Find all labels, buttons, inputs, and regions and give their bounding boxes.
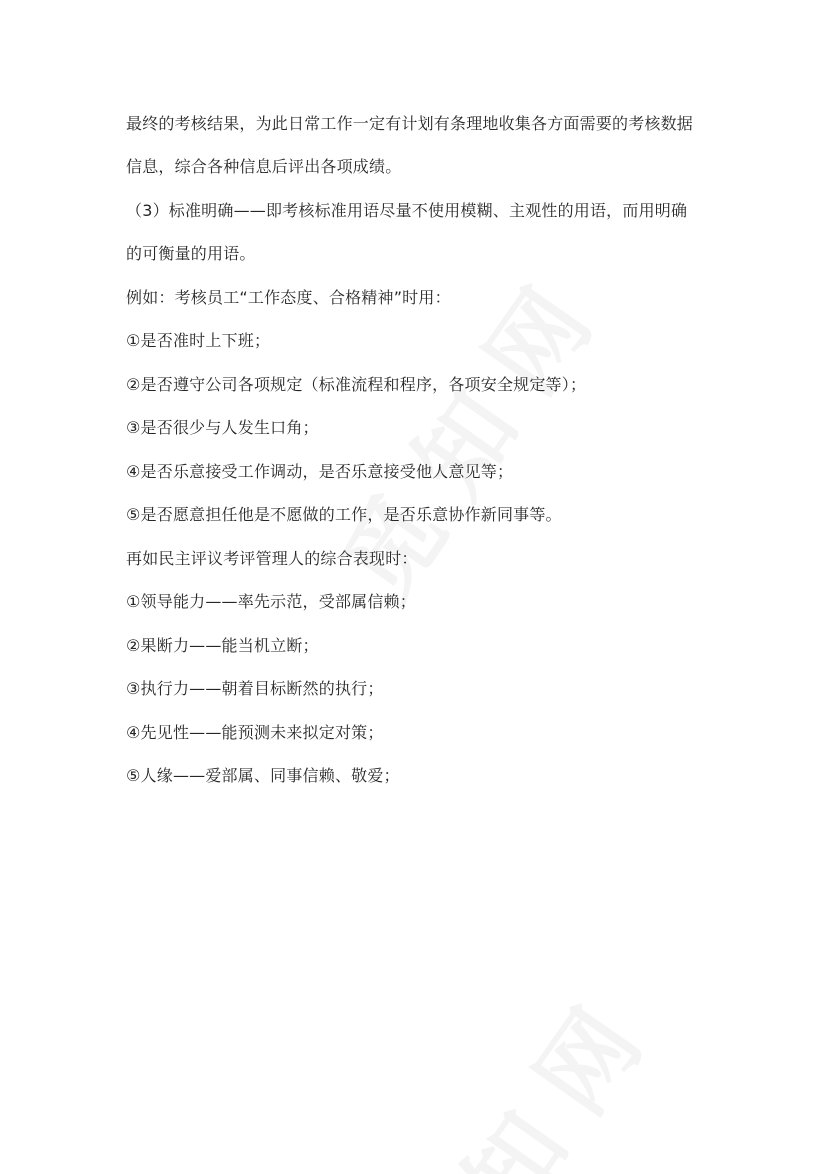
list-item: ③是否很少与人发生口角； xyxy=(126,418,319,437)
list-item: ②是否遵守公司各项规定（标准流程和程序，各项安全规定等）； xyxy=(126,375,587,394)
list-item: ②果断力——能当机立断； xyxy=(126,636,319,655)
body-text-line: 信息，综合各种信息后评出各项成绩。 xyxy=(126,157,402,176)
list-item: ③执行力——朝着目标断然的执行； xyxy=(126,679,384,698)
watermark xyxy=(354,954,683,1174)
list-item: ④是否乐意接受工作调动，是否乐意接受他人意见等； xyxy=(126,462,514,481)
body-text-line: 例如：考核员工“工作态度、合格精神”时用： xyxy=(126,288,451,307)
list-item: ⑤是否愿意担任他是不愿做的工作，是否乐意协作新同事等。 xyxy=(126,505,562,524)
list-item: ④先见性——能预测未来拟定对策； xyxy=(126,723,384,742)
body-text-line: （3）标准明确——即考核标准用语尽量不使用模糊、主观性的用语，而用明确 xyxy=(126,201,688,220)
body-text-line: 再如民主评议考评管理人的综合表现时： xyxy=(126,549,418,568)
list-item: ①是否准时上下班； xyxy=(126,331,271,350)
body-text-line: 最终的考核结果，为此日常工作一定有计划有条理地收集各方面需要的考核数据 xyxy=(126,114,694,133)
list-item: ①领导能力——率先示范，受部属信赖； xyxy=(126,592,416,611)
list-item: ⑤人缘——爱部属、同事信赖、敬爱； xyxy=(126,766,400,785)
body-text-line: 的可衡量的用语。 xyxy=(126,244,256,263)
